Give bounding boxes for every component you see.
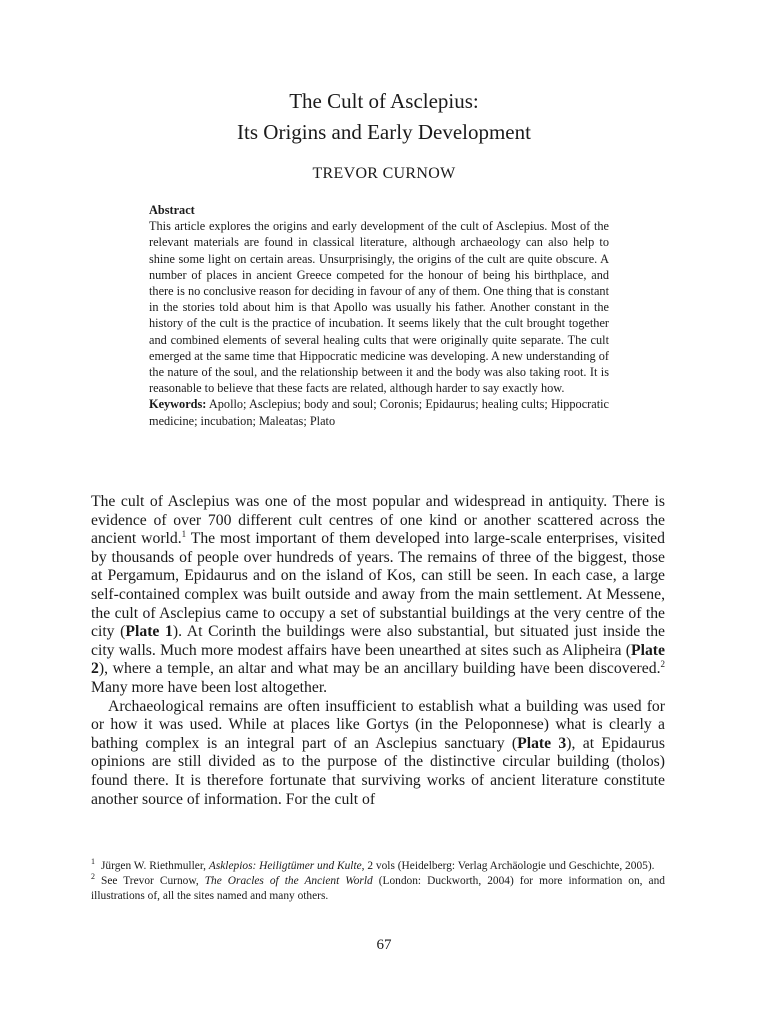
footnote-text: , 2 vols (Heidelberg: Verlag Archäologie und Geschichte, 2005). (361, 860, 655, 872)
text-run: Archaeological remains are often insufficient to establish what a building was used for or how it was used. While at places like Gortys (in the Peloponnese) what is clearly a bathing complex is an integral part of an Asclepius sanctuary ( (91, 697, 665, 752)
plate-ref-1: Plate 1 (125, 623, 173, 641)
keywords (149, 396, 609, 428)
footnote-text: (London: Duckworth, 2004) for more information on, and illustrations of, all the sites named and many others. (91, 875, 665, 903)
footnote-ref-1[interactable]: 1 (181, 528, 187, 539)
body-text (91, 493, 665, 809)
footnote-2 (91, 874, 665, 904)
abstract-section (149, 202, 609, 429)
abstract-text: This article explores the origins and early development of the cult of Asclepius. Most of the relevant materials are found in classical literature, although archaeology can also help to shine some light on certain areas. Unsurprisingly, the origins of the cult are quite obscure. A number of places in ancient Greece competed for the honour of being his birthplace, and there is no conclusive reason for deciding in favour of any of them. One thing that is constant in the stories told about him is that Apollo was usually his father. Another constant in the history of the cult is the practice of incubation. It seems likely that the cult brought together and combined elements of several healing cults that were originally quite separate. The cult emerged at the same time that Hippocratic medicine was developing. A new understanding of the nature of the soul, and the relationship between it and the body was also taking root. It is reasonable to believe that these facts are related, although harder to say exactly how. (149, 219, 609, 396)
text-run: ). At Corinth the buildings were also substantial, but situated just inside the city walls. Much more modest affairs have been unearthed at sites such as Alipheira ( (91, 623, 665, 659)
text-run: The most important of them developed into large-scale enterprises, visited by thousands of people over hundreds of years. The remains of three of the biggest, those at Pergamum, Epidaurus and on the island of Kos, can still be seen. In each case, a large self-contained complex was built outside and away from the main settlement. At Messene, the cult of Asclepius came to occupy a set of substantial buildings at the very centre of the city ( (91, 530, 665, 641)
footnote-number: 2 (91, 872, 95, 882)
footnotes (91, 859, 665, 905)
text-run: Many more have been lost altogether. (91, 678, 328, 696)
paragraph-1 (91, 493, 665, 698)
footnote-text: See Trevor Curnow, (101, 875, 205, 888)
plate-ref-2: Plate 2 (91, 641, 665, 678)
text-run: ), at Epidaurus opinions are still divided as to the purpose of the distinctive circular building (tholos) found there. It is therefore fortunate that surviving works of ancient literature constitute another source of information. For the cult of (91, 734, 666, 808)
keywords-label: Keywords: (149, 397, 207, 412)
article-title (0, 86, 768, 148)
footnote-1 (91, 859, 665, 874)
footnote-number: 1 (91, 857, 95, 867)
text-run: The cult of Asclepius was one of the most popular and widespread in antiquity. There is evidence of over 700 different cult centres of one kind or another scattered across the ancient world. (91, 493, 665, 548)
abstract-heading: Abstract (149, 203, 195, 217)
footnote-text: Jürgen W. Riethmuller, (101, 860, 209, 872)
paragraph-2 (91, 698, 665, 810)
author-name: TREVOR CURNOW (312, 165, 456, 182)
footnote-title: Asklepios: Heiligtümer und Kulte (208, 860, 362, 872)
title-line-1: The Cult of Asclepius: (289, 89, 479, 113)
text-run: ), where a temple, an altar and what may be an ancillary building have been discovered. (98, 660, 661, 678)
footnote-title: The Oracles of the Ancient World (204, 875, 373, 888)
plate-ref-3: Plate 3 (517, 734, 567, 752)
keywords-text: Apollo; Asclepius; body and soul; Coronis; Epidaurus; healing cults; Hippocratic medicine; incubation; Maleatas; Plato (149, 397, 609, 428)
title-line-2: Its Origins and Early Development (237, 120, 531, 144)
page-number: 67 (376, 937, 392, 953)
footnote-ref-2[interactable]: 2 (660, 659, 665, 670)
